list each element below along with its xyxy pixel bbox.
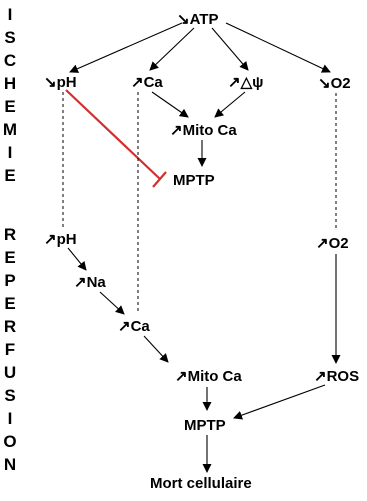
ischemia-edges — [66, 23, 330, 187]
ischemie-letter-3: C — [3, 51, 17, 70]
node-mito-ca-1: ↗Mito Ca — [170, 122, 237, 139]
ischemie-letter-1: I — [7, 5, 13, 24]
edge-ros-mptp — [234, 385, 325, 418]
node-atp: ↘ATP — [177, 11, 219, 28]
ischemie-letter-8: E — [4, 166, 16, 185]
edge-atp-ph — [70, 23, 182, 72]
ischemie-letter-7: I — [7, 143, 13, 162]
edge-ca-mito-ca — [144, 336, 168, 362]
nodes — [44, 11, 359, 492]
node-mito-ca-2: ↗Mito Ca — [175, 368, 242, 385]
reperfusion-letter-9: I — [7, 409, 13, 428]
edge-atp-o2 — [226, 23, 330, 72]
node-mptp-2: MPTP — [184, 417, 226, 434]
edge-ph-na — [68, 248, 86, 270]
edge-na-ca — [100, 292, 124, 314]
reperfusion-letter-5: R — [3, 317, 17, 336]
ischemie-label — [3, 5, 17, 185]
edge-ph-inhibits-mptp — [66, 90, 160, 179]
node-mptp-1: MPTP — [173, 172, 215, 189]
ischemie-letter-5: E — [4, 97, 16, 116]
ischemie-letter-4: H — [3, 74, 17, 93]
node-ca-up-2: ↗Ca — [118, 318, 150, 335]
reperfusion-letter-4: E — [4, 294, 16, 313]
node-ca-up: ↗Ca — [131, 74, 163, 91]
ischemie-letter-6: M — [2, 120, 18, 139]
node-delta-psi: ↗△ψ — [228, 74, 264, 91]
node-mort-cellulaire: Mort cellulaire — [150, 475, 252, 492]
reperfusion-letter-8: S — [4, 386, 16, 405]
node-o2-up: ↗O2 — [316, 235, 349, 252]
reperfusion-letter-2: E — [4, 248, 16, 267]
reperfusion-letter-1: R — [3, 225, 17, 244]
reperfusion-letter-7: U — [3, 363, 17, 382]
reperfusion-label — [3, 225, 16, 474]
reperfusion-edges — [68, 248, 336, 472]
ischemie-letter-2: S — [4, 28, 16, 47]
edge-ca-mito-ca — [152, 92, 188, 117]
edge-atp-delta-psi — [212, 28, 248, 70]
node-na-up: ↗Na — [74, 274, 106, 291]
reperfusion-letter-10: O — [3, 432, 17, 451]
reperfusion-letter-11: N — [3, 455, 17, 474]
reperfusion-letter-3: P — [4, 271, 16, 290]
node-ph-down: ↘pH — [44, 74, 77, 91]
node-ph-up: ↗pH — [44, 231, 77, 248]
reperfusion-letter-6: F — [4, 340, 16, 359]
node-o2-down: ↘O2 — [318, 75, 351, 92]
node-ros-up: ↗ROS — [314, 368, 360, 385]
edge-delta-psi-mito-ca — [215, 92, 245, 117]
